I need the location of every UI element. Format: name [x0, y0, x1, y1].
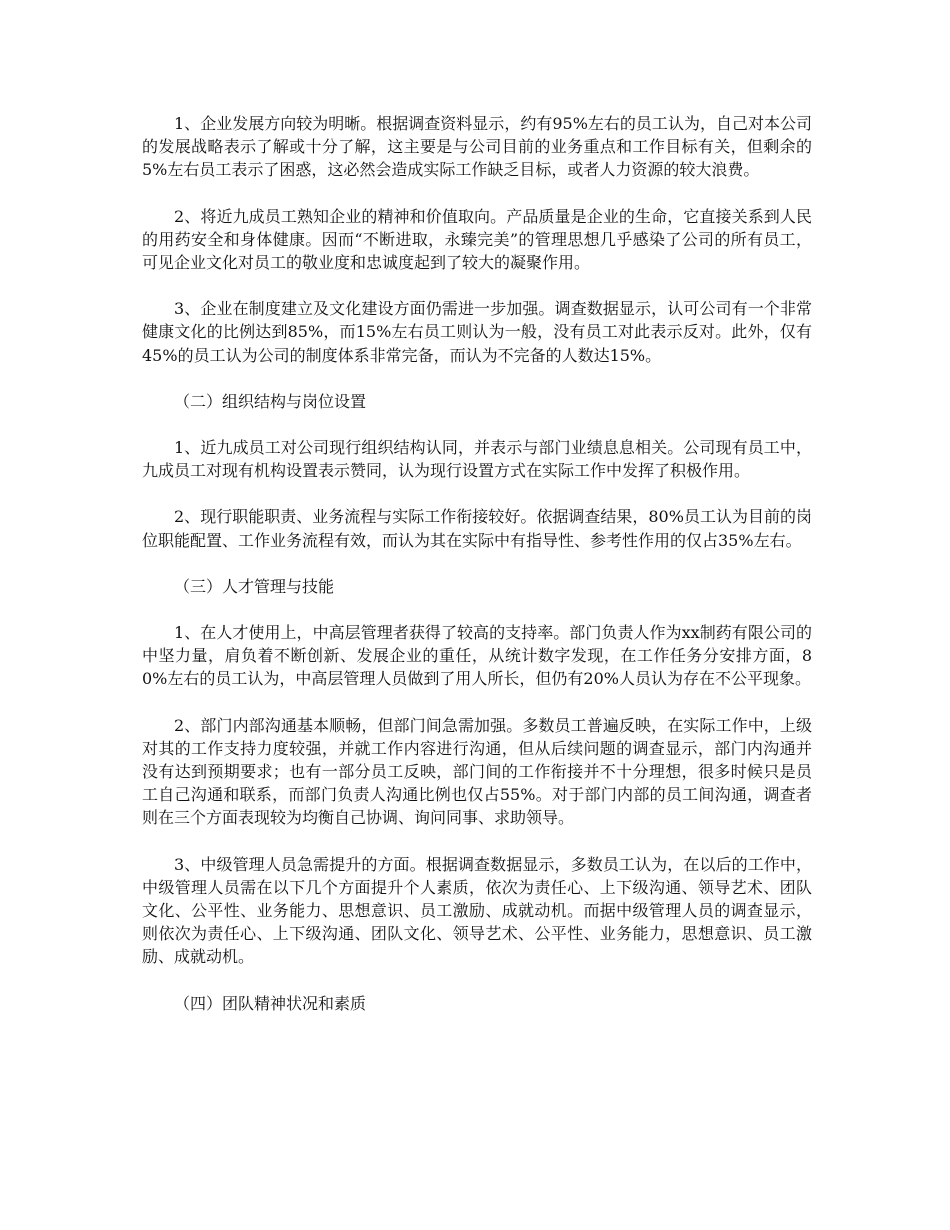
paragraph-5-process: 2、现行职能职责、业务流程与实际工作衔接较好。依据调查结果，80%员工认为目前的岗位职能配置、工作业务流程有效，而认为其在实际中有指导性、参考性作用的仅占35%左右。	[142, 507, 812, 550]
paragraph-1-direction: 1、企业发展方向较为明晰。根据调查资料显示，约有95%左右的员工认为，自己对本公司的发展战略表示了解或十分了解，这主要是与公司目前的业务重点和工作目标有关，但剩余的5%左右员工表示了困惑，这必然会造成实际工作缺乏目标，或者人力资源的较大浪费。	[142, 114, 812, 180]
paragraph-7-communication: 2、部门内部沟通基本顺畅，但部门间急需加强。多数员工普遍反映，在实际工作中，上级对其的工作支持力度较强，并就工作内容进行沟通，但从后续问题的调查显示，部门内沟通并没有达到预期要求；也有一部分员工反映，部门间的工作衔接并不十分理想，很多时候只是员工自己沟通和联系，而部门负责人沟通比例也仅占55%。对于部门内部的员工间沟通，调查者则在三个方面表现较为均衡自己协调、询问同事、求助领导。	[142, 715, 812, 828]
paragraph-4-structure: 1、近九成员工对公司现行组织结构认同，并表示与部门业绩息息相关。公司现有员工中，九成员工对现有机构设置表示赞同，认为现行设置方式在实际工作中发挥了积极作用。	[142, 438, 812, 481]
paragraph-3-system: 3、企业在制度建立及文化建设方面仍需进一步加强。调查数据显示，认可公司有一个非常健康文化的比例达到85%，而15%左右员工则认为一般，没有员工对此表示反对。此外，仅有45%的员工认为公司的制度体系非常完备，而认为不完备的人数达15%。	[142, 299, 812, 365]
document-page	[142, 112, 812, 1038]
paragraph-6-talent-use: 1、在人才使用上，中高层管理者获得了较高的支持率。部门负责人作为xx制药有限公司的中坚力量，肩负着不断创新、发展企业的重任，从统计数字发现，在工作任务分安排方面，80%左右的员工认为，中高层管理人员做到了用人所长，但仍有20%人员认为存在不公平现象。	[142, 623, 812, 689]
section-heading-talent: （三）人才管理与技能	[174, 576, 335, 596]
paragraph-2-values: 2、将近九成员工熟知企业的精神和价值取向。产品质量是企业的生命，它直接关系到人民的用药安全和身体健康。因而“不断进取，永臻完美”的管理思想几乎感染了公司的所有员工，可见企业文化对员工的敬业度和忠诚度起到了较大的凝聚作用。	[142, 206, 812, 273]
section-heading-organization: （二）组织结构与岗位设置	[174, 391, 367, 411]
paragraph-8-management: 3、中级管理人员急需提升的方面。根据调查数据显示，多数员工认为，在以后的工作中，中级管理人员需在以下几个方面提升个人素质，依次为责任心、上下级沟通、领导艺术、团队文化、公平性、业务能力、思想意识、员工激励、成就动机。而据中级管理人员的调查显示，则依次为责任心、上下级沟通、团队文化、领导艺术、公平性、业务能力，思想意识、员工激励、成就动机。	[142, 854, 812, 967]
section-heading-team: （四）团队精神状况和素质	[174, 993, 367, 1013]
